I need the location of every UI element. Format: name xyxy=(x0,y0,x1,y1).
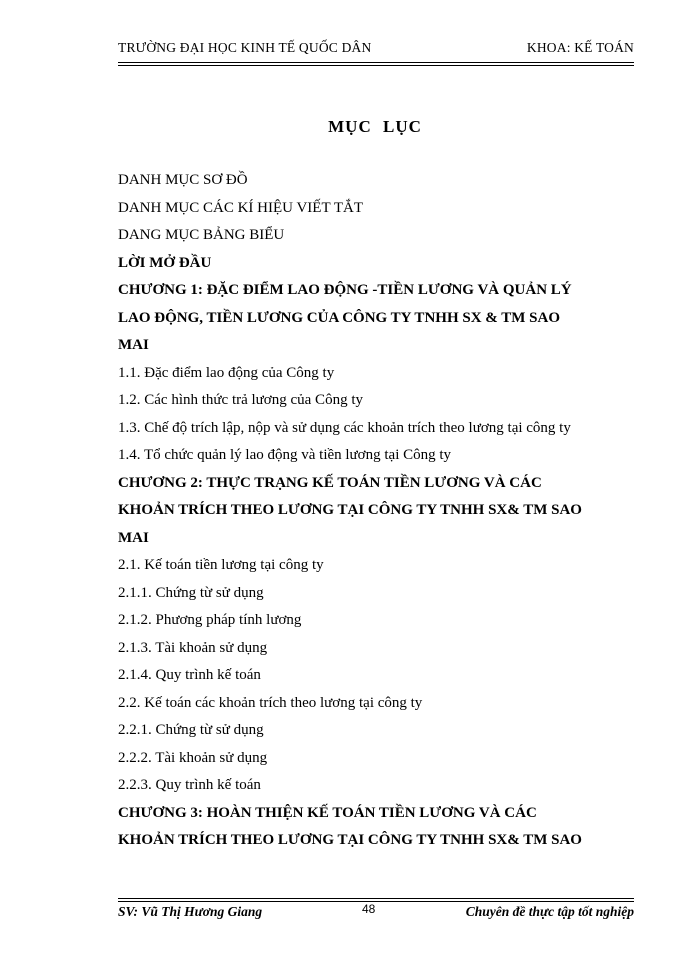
toc-entry: 2.1.2. Phương pháp tính lương xyxy=(118,612,302,628)
toc-entry: 2.2. Kế toán các khoản trích theo lương tại công ty xyxy=(118,694,423,711)
header-rule-double xyxy=(118,65,634,66)
toc-entry: CHƯƠNG 2: THỰC TRẠNG KẾ TOÁN TIỀN LƯƠNG VÀ CÁC xyxy=(118,474,542,491)
header-rule xyxy=(118,62,634,63)
toc-entry: DANH MỤC SƠ ĐỒ xyxy=(118,172,248,188)
toc-entry: 2.2.3. Quy trình kế toán xyxy=(118,777,261,793)
footer-rule xyxy=(118,898,634,899)
toc-entry: 2.1.1. Chứng từ sử dụng xyxy=(118,584,264,601)
toc-entry: 1.1. Đặc điểm lao động của Công ty xyxy=(118,364,335,381)
toc-entry: 1.4. Tổ chức quản lý lao động và tiền lương tại Công ty xyxy=(118,447,452,463)
toc-entry: CHƯƠNG 3: HOÀN THIỆN KẾ TOÁN TIỀN LƯƠNG VÀ CÁC xyxy=(118,804,537,821)
toc-entry: LAO ĐỘNG, TIỀN LƯƠNG CỦA CÔNG TY TNHH SX & TM SAO xyxy=(118,309,561,326)
footer-student-name: SV: Vũ Thị Hương Giang xyxy=(118,904,263,919)
toc-entry: MAI xyxy=(118,529,149,546)
toc-entry: 1.2. Các hình thức trả lương của Công ty xyxy=(118,392,363,408)
toc-entry: 2.1.4. Quy trình kế toán xyxy=(118,667,261,683)
toc-entry: DANH MỤC CÁC KÍ HIỆU VIẾT TẮT xyxy=(118,199,363,216)
footer-rule-double xyxy=(118,901,634,902)
toc-entry: KHOẢN TRÍCH THEO LƯƠNG TẠI CÔNG TY TNHH SX& TM SAO xyxy=(118,832,582,848)
toc-entry: LỜI MỞ ĐẦU xyxy=(118,254,212,271)
page-number: 48 xyxy=(362,902,376,916)
toc-entry: KHOẢN TRÍCH THEO LƯƠNG TẠI CÔNG TY TNHH SX& TM SAO xyxy=(118,502,582,518)
toc-entry: 2.1. Kế toán tiền lương tại công ty xyxy=(118,557,324,573)
page-header xyxy=(118,40,634,60)
toc-entry: DANG MỤC BẢNG BIỂU xyxy=(118,227,285,243)
header-faculty: KHOA: KẾ TOÁN xyxy=(526,40,634,55)
toc-entry: 2.2.2. Tài khoản sử dụng xyxy=(118,749,268,766)
toc-entry: 1.3. Chế độ trích lập, nộp và sử dụng các khoản trích theo lương tại công ty xyxy=(118,419,571,436)
toc-entry: 2.2.1. Chứng từ sử dụng xyxy=(118,722,264,738)
page-title: MỤC LỤC xyxy=(328,117,422,136)
toc-entry: CHƯƠNG 1: ĐẶC ĐIỂM LAO ĐỘNG -TIỀN LƯƠNG VÀ QUẢN LÝ xyxy=(118,282,572,298)
toc-entry: 2.1.3. Tài khoản sử dụng xyxy=(118,639,268,656)
table-of-contents xyxy=(118,167,648,855)
header-university: TRƯỜNG ĐẠI HỌC KINH TẾ QUỐC DÂN xyxy=(118,40,372,55)
footer-report-title: Chuyên đề thực tập tốt nghiệp xyxy=(465,904,634,919)
toc-entry: MAI xyxy=(118,337,149,353)
